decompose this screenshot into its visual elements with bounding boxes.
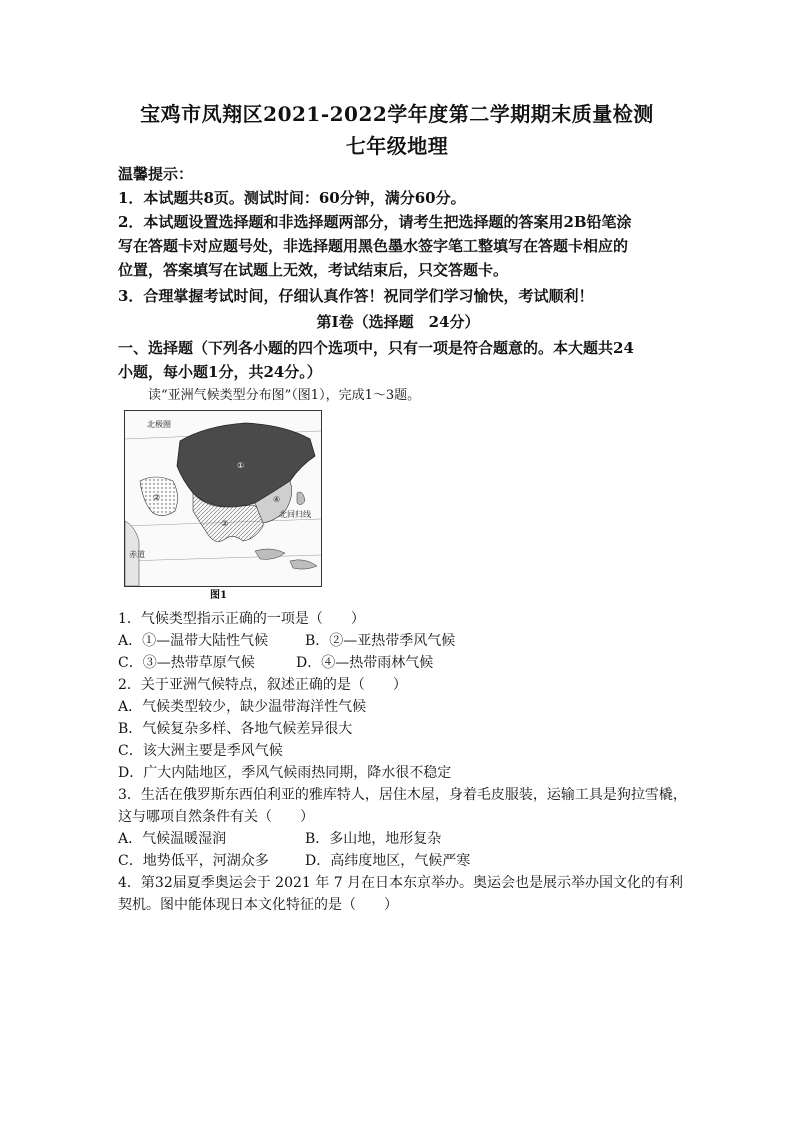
question-3-option-d: D．高纬度地区，气候严寒 [305, 853, 471, 869]
figure-caption: 图1 [210, 590, 227, 601]
equator-line [125, 555, 321, 561]
question-3-option-b: B．多山地，地形复杂 [305, 831, 442, 847]
notes-heading: 温馨提示： [118, 165, 194, 183]
question-3-stem-line-1: 3．生活在俄罗斯东西伯利亚的雅库特人，居住木屋，身着毛皮服装，运输工具是狗拉雪橇， [118, 787, 687, 803]
tropic-label: 北回归线 [279, 510, 311, 519]
question-2-stem: 2．关于亚洲气候特点，叙述正确的是（ ） [118, 677, 407, 693]
note-1: 1．本试题共8页。测试时间：60分钟，满分60分。 [118, 189, 466, 207]
mark-2: ② [153, 493, 161, 502]
question-2-option-b: B．气候复杂多样、各地气候差异很大 [118, 721, 353, 737]
island-region [290, 560, 317, 569]
note-2-line-2: 写在答题卡对应题号处，非选择题用黑色墨水签字笔工整填写在答题卡相应的 [118, 237, 629, 255]
note-2-line-1: 2．本试题设置选择题和非选择题两部分，请考生把选择题的答案用2B铅笔涂 [118, 213, 632, 231]
figure-instruction: 读“亚洲气候类型分布图”（图1），完成1～3题。 [148, 388, 421, 403]
asia-climate-map [124, 410, 322, 587]
arctic-circle-label: 北极圈 [147, 420, 171, 429]
note-2-line-3: 位置，答案填写在试题上无效，考试结束后，只交答题卡。 [118, 261, 509, 279]
question-2-option-c: C．该大洲主要是季风气候 [118, 743, 283, 759]
question-1-stem: 1．气候类型指示正确的一项是（ ） [118, 611, 365, 627]
exam-title: 宝鸡市凤翔区2021-2022学年度第二学期期末质量检测 [140, 102, 654, 126]
equator-label: 赤道 [129, 550, 145, 559]
japan-island [297, 492, 305, 505]
question-2-option-d: D．广大内陆地区，季风气候雨热同期，降水很不稳定 [118, 765, 452, 781]
question-1-option-b: B．②—亚热带季风气候 [305, 633, 456, 649]
question-4-stem-line-2: 契机。图中能体现日本文化特征的是（ ） [118, 897, 398, 913]
section-heading-line-2: 小题，每小题1分，共24分。） [118, 363, 322, 381]
mark-4: ④ [273, 495, 281, 504]
question-1-option-a: A．①—温带大陆性气候 [118, 633, 269, 649]
temperate-continental-region [177, 423, 315, 507]
island-region [255, 549, 285, 559]
mark-3: ③ [221, 519, 229, 528]
mark-1: ① [237, 461, 245, 470]
question-1-option-d: D．④—热带雨林气候 [296, 655, 434, 671]
exam-subtitle: 七年级地理 [345, 134, 449, 158]
question-3-option-c: C．地势低平，河湖众多 [118, 853, 269, 869]
question-3-option-a: A．气候温暖湿润 [118, 831, 227, 847]
question-4-stem-line-1: 4．第32届夏季奥运会于 2021 年 7 月在日本东京举办。奥运会也是展示举办国文化的有利 [118, 875, 684, 891]
question-2-option-a: A．气候类型较少，缺少温带海洋性气候 [118, 699, 367, 715]
question-3-stem-line-2: 这与哪项自然条件有关（ ） [118, 809, 314, 825]
section-heading-line-1: 一、选择题（下列各小题的四个选项中，只有一项是符合题意的。本大题共24 [118, 339, 634, 357]
question-1-option-c: C．③—热带草原气候 [118, 655, 255, 671]
volume-heading: 第Ⅰ卷（选择题 24分） [316, 313, 480, 331]
note-3: 3．合理掌握考试时间，仔细认真作答！祝同学们学习愉快，考试顺利！ [118, 287, 594, 305]
